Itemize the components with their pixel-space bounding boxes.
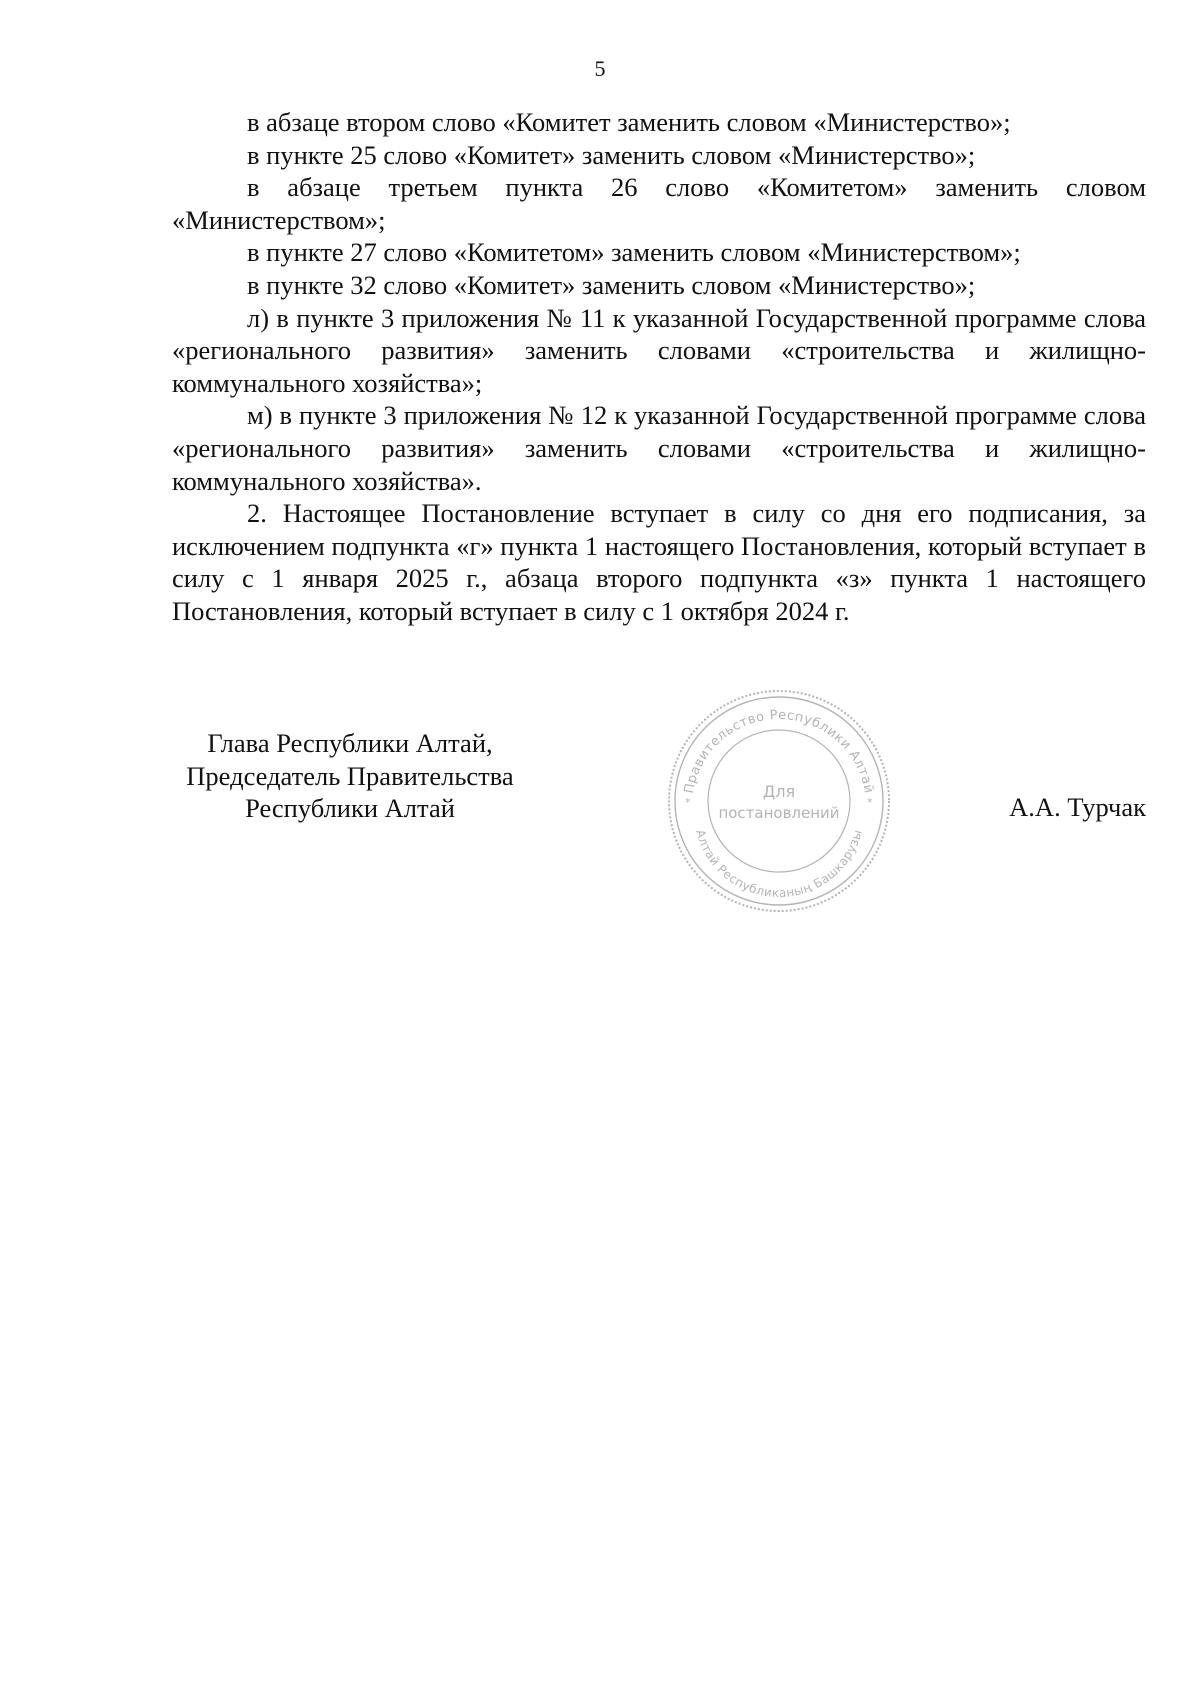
seal-center-line: Для (762, 782, 796, 801)
signatory-title-line: Председатель Правительства (186, 760, 514, 791)
page-number: 5 (594, 56, 606, 81)
paragraph: л) в пункте 3 приложения № 11 к указанной Государственной программе слова «регионального развития» заменить словами «строительства и жилищно-коммунального хозяйства»; (172, 302, 1146, 398)
signatory-title-line: Глава Республики Алтай, (207, 728, 493, 758)
paragraph: в пункте 25 слово «Комитет» заменить словом «Министерство»; (247, 139, 976, 170)
paragraph: в абзаце втором слово «Комитет заменить словом «Министерство»; (247, 107, 1011, 137)
paragraph: в абзаце третьем пункта 26 слово «Комитетом» заменить словом «Министерством»; (172, 172, 1146, 235)
seal-center-line: постановлений (718, 804, 840, 822)
document-body (172, 106, 1146, 628)
paragraph: 2. Настоящее Постановление вступает в силу со дня его подписания, за исключением подпункта «г» пункта 1 настоящего Постановления, который вступает в силу с 1 января 2025 г., абзаца второго подпункта «з» пункта 1 настоящего Постановления, который вступает в силу с 1 октября 2024 г. (172, 498, 1146, 626)
seal-top-text: Правительство Республики Алтай (681, 707, 877, 795)
paragraph: в пункте 32 слово «Комитет» заменить словом «Министерство»; (247, 269, 976, 300)
paragraph: в пункте 27 слово «Комитетом» заменить словом «Министерством»; (247, 237, 1021, 268)
signatory-name: А.А. Турчак (1009, 792, 1146, 822)
seal-star-right: * (867, 796, 873, 809)
seal-star-left: * (685, 796, 691, 809)
official-seal (664, 686, 894, 916)
signatory-title (160, 727, 540, 825)
signatory-title-line: Республики Алтай (245, 793, 455, 824)
paragraph: м) в пункте 3 приложения № 12 к указанной Государственной программе слова «регионального развития» заменить словами «строительства и жилищно-коммунального хозяйства». (172, 400, 1146, 496)
seal-bottom-text: Алтай Республиканың Башкарузы (693, 827, 865, 901)
